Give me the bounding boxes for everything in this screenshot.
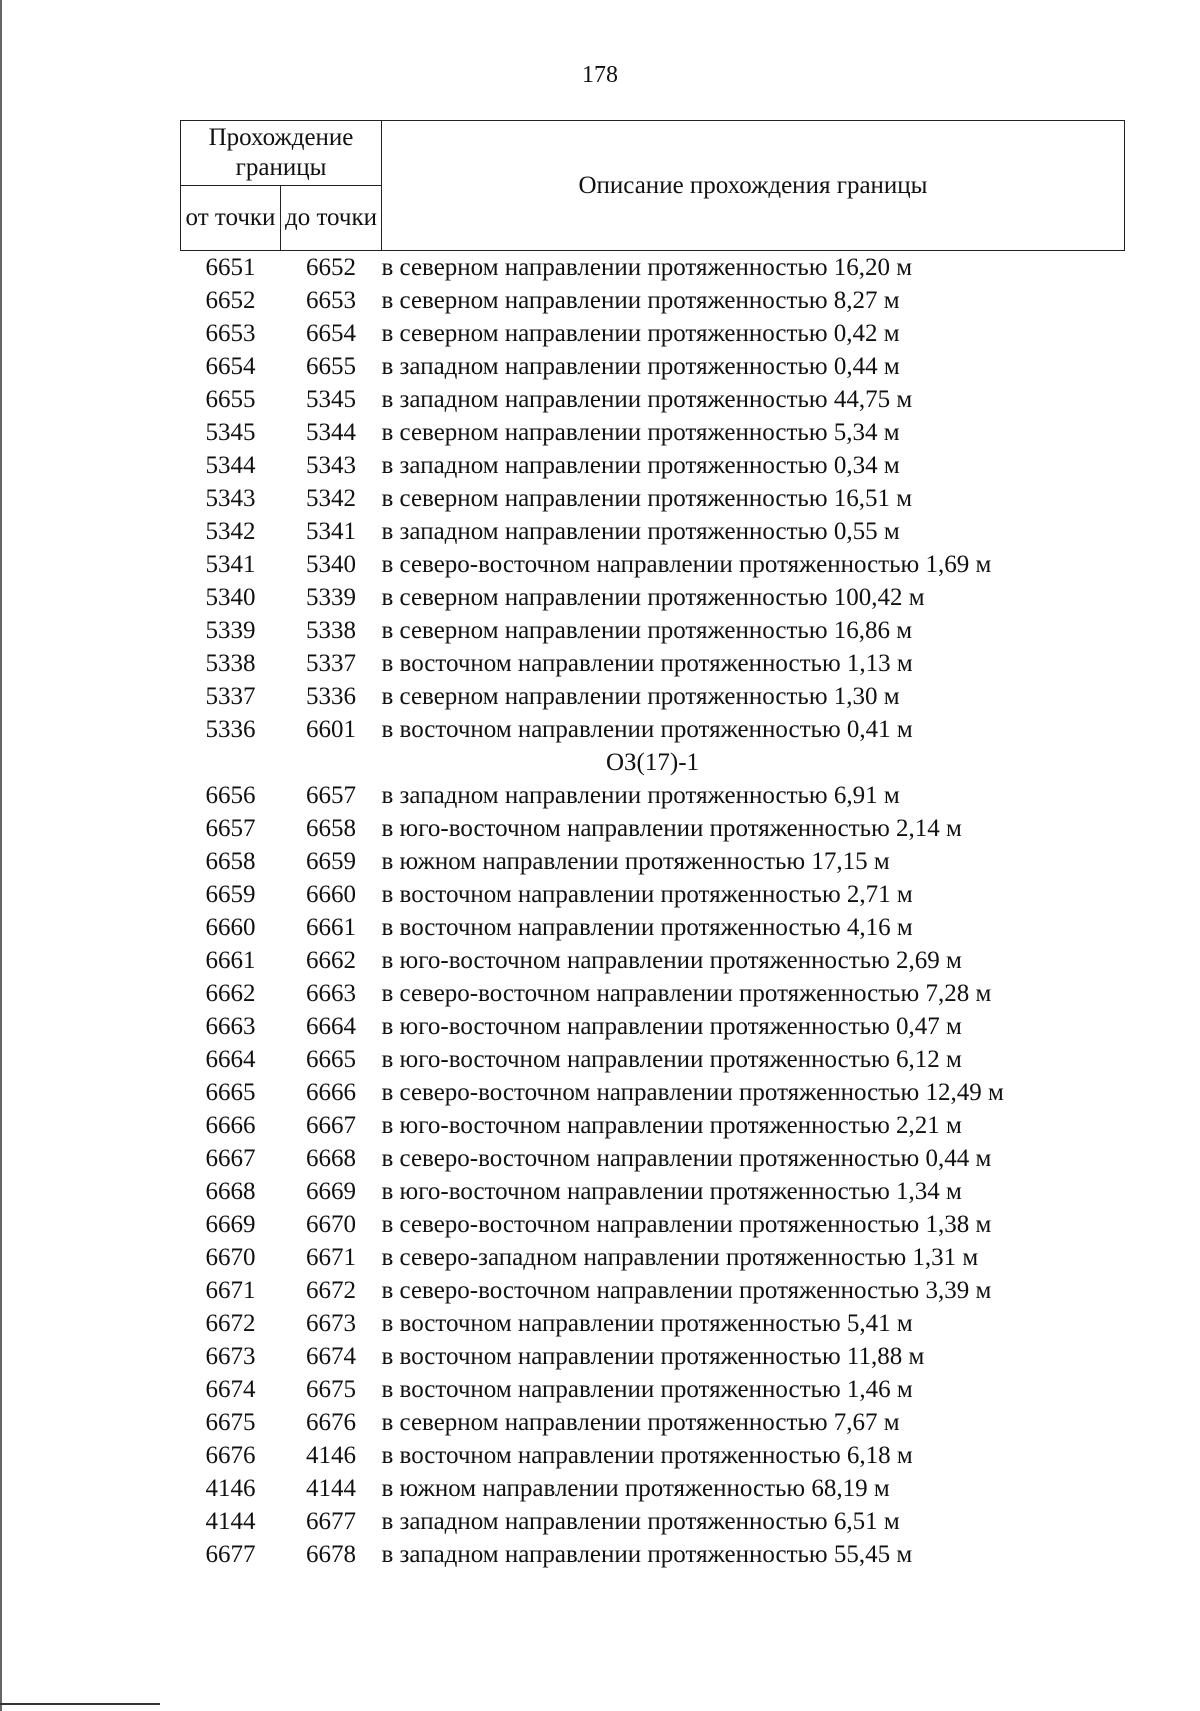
table-row — [181, 1208, 1125, 1241]
description-cell: в западном направлении протяженностью 0,34 м — [381, 452, 900, 479]
description-cell: в южном направлении протяженностью 68,19 м — [381, 1475, 890, 1502]
description-cell: в восточном направлении протяженностью 4,16 м — [381, 914, 913, 941]
table-row — [181, 977, 1125, 1010]
description-cell: в восточном направлении протяженностью 6,18 м — [381, 1442, 913, 1469]
table-row — [181, 1439, 1125, 1472]
table-row — [181, 350, 1125, 383]
table-row — [181, 779, 1125, 812]
from-point-cell: 6658 — [205, 848, 256, 875]
to-point-cell: 6663 — [306, 980, 356, 1007]
boundary-table — [180, 120, 1125, 1571]
from-point-cell: 6655 — [205, 386, 256, 413]
to-point-cell: 6601 — [306, 716, 356, 743]
table-row — [181, 548, 1125, 581]
description-cell: в северо-восточном направлении протяженностью 1,69 м — [381, 551, 992, 578]
description-cell: в юго-восточном направлении протяженностью 6,12 м — [381, 1046, 962, 1073]
to-point-cell: 6667 — [306, 1112, 356, 1139]
description-cell: в восточном направлении протяженностью 0,41 м — [381, 716, 913, 743]
table-row — [181, 1175, 1125, 1208]
from-point-cell: 6672 — [205, 1310, 256, 1337]
header-boundary-passage: Прохождение границы — [181, 121, 382, 186]
table-row — [181, 1340, 1125, 1373]
to-point-cell: 5344 — [306, 419, 356, 446]
table-header — [181, 121, 1125, 251]
table-row — [181, 317, 1125, 350]
from-point-cell: 6653 — [205, 320, 256, 347]
description-cell: в юго-восточном направлении протяженностью 2,21 м — [381, 1112, 962, 1139]
description-cell: в северном направлении протяженностью 100,42 м — [381, 584, 925, 611]
table-row — [181, 878, 1125, 911]
to-point-cell: 6674 — [306, 1343, 356, 1370]
from-point-cell: 6662 — [205, 980, 256, 1007]
header-description: Описание прохождения границы — [382, 121, 1125, 251]
description-cell: в северо-восточном направлении протяженностью 0,44 м — [381, 1145, 992, 1172]
description-cell: в северном направлении протяженностью 7,67 м — [381, 1409, 900, 1436]
from-point-cell: 6669 — [205, 1211, 256, 1238]
table-row — [181, 515, 1125, 548]
from-point-cell: 5343 — [205, 485, 256, 512]
from-point-cell: 5344 — [205, 452, 256, 479]
table-row — [181, 1307, 1125, 1340]
from-point-cell: 6667 — [205, 1145, 256, 1172]
to-point-cell: 5343 — [306, 452, 356, 479]
description-cell: в восточном направлении протяженностью 2,71 м — [381, 881, 913, 908]
from-point-cell: 6668 — [205, 1178, 256, 1205]
table-row — [181, 713, 1125, 746]
table-row — [181, 812, 1125, 845]
to-point-cell: 6655 — [306, 353, 356, 380]
footer-rule — [0, 1703, 160, 1705]
description-cell: в южном направлении протяженностью 17,15 м — [381, 848, 890, 875]
description-cell: в северо-западном направлении протяженностью 1,31 м — [381, 1244, 979, 1271]
from-point-cell: 6659 — [205, 881, 256, 908]
from-point-cell: 6676 — [205, 1442, 256, 1469]
description-cell: в юго-восточном направлении протяженностью 1,34 м — [381, 1178, 962, 1205]
to-point-cell: 6671 — [306, 1244, 356, 1271]
description-cell: в северо-восточном направлении протяженностью 12,49 м — [381, 1079, 1004, 1106]
header-from-point: от точки — [181, 186, 281, 251]
to-point-cell: 4144 — [306, 1475, 356, 1502]
to-point-cell: 6665 — [306, 1046, 356, 1073]
description-cell: в северо-восточном направлении протяженностью 3,39 м — [381, 1277, 992, 1304]
to-point-cell: 6654 — [306, 320, 356, 347]
from-point-cell: 6673 — [205, 1343, 256, 1370]
scan-edge-line — [0, 0, 2, 1711]
table-row — [181, 581, 1125, 614]
to-point-cell: 6670 — [306, 1211, 356, 1238]
table-row — [181, 911, 1125, 944]
to-point-cell: 5336 — [306, 683, 356, 710]
description-cell: в юго-восточном направлении протяженностью 2,69 м — [381, 947, 962, 974]
table-row — [181, 383, 1125, 416]
description-cell: в северо-восточном направлении протяженностью 7,28 м — [381, 980, 992, 1007]
description-cell: в северном направлении протяженностью 8,27 м — [381, 287, 900, 314]
from-point-cell: 6671 — [205, 1277, 256, 1304]
table-row — [181, 449, 1125, 482]
from-point-cell: 5342 — [205, 518, 256, 545]
to-point-cell: 5341 — [306, 518, 356, 545]
from-point-cell: 6675 — [205, 1409, 256, 1436]
to-point-cell: 6659 — [306, 848, 356, 875]
table-row — [181, 647, 1125, 680]
description-cell: в северном направлении протяженностью 16,20 м — [381, 254, 913, 281]
table-row — [181, 845, 1125, 878]
section-title: ОЗ(17)-1 — [605, 749, 700, 776]
table-row — [181, 1538, 1125, 1571]
description-cell: в юго-восточном направлении протяженностью 2,14 м — [381, 815, 962, 842]
from-point-cell: 6656 — [205, 782, 256, 809]
from-point-cell: 6666 — [205, 1112, 256, 1139]
from-point-cell: 4146 — [205, 1475, 256, 1502]
description-cell: в восточном направлении протяженностью 1,13 м — [381, 650, 913, 677]
to-point-cell: 6652 — [306, 254, 356, 281]
from-point-cell: 5340 — [205, 584, 256, 611]
to-point-cell: 6661 — [306, 914, 356, 941]
table-row — [181, 680, 1125, 713]
to-point-cell: 6666 — [306, 1079, 356, 1106]
description-cell: в северном направлении протяженностью 16,86 м — [381, 617, 913, 644]
from-point-cell: 6657 — [205, 815, 256, 842]
table-row — [181, 284, 1125, 317]
description-cell: в восточном направлении протяженностью 1,46 м — [381, 1376, 913, 1403]
to-point-cell: 5337 — [306, 650, 356, 677]
header-to-point: до точки — [281, 186, 382, 251]
table-row — [181, 614, 1125, 647]
from-point-cell: 6651 — [205, 254, 256, 281]
description-cell: в западном направлении протяженностью 0,55 м — [381, 518, 900, 545]
from-point-cell: 6661 — [205, 947, 256, 974]
from-point-cell: 6677 — [205, 1541, 256, 1568]
from-point-cell: 6660 — [205, 914, 256, 941]
to-point-cell: 5338 — [306, 617, 356, 644]
table-row — [181, 1010, 1125, 1043]
to-point-cell: 5339 — [306, 584, 356, 611]
page-number: 178 — [582, 62, 618, 88]
description-cell: в восточном направлении протяженностью 5,41 м — [381, 1310, 913, 1337]
from-point-cell: 6665 — [205, 1079, 256, 1106]
description-cell: в западном направлении протяженностью 0,44 м — [381, 353, 900, 380]
from-point-cell: 6664 — [205, 1046, 256, 1073]
description-cell: в северо-восточном направлении протяженностью 1,38 м — [381, 1211, 992, 1238]
from-point-cell: 6674 — [205, 1376, 256, 1403]
to-point-cell: 6673 — [306, 1310, 356, 1337]
description-cell: в западном направлении протяженностью 6,51 м — [381, 1508, 900, 1535]
table-row — [181, 1241, 1125, 1274]
table-row — [181, 1472, 1125, 1505]
table-row — [181, 944, 1125, 977]
to-point-cell: 6664 — [306, 1013, 356, 1040]
to-point-cell: 6675 — [306, 1376, 356, 1403]
table-row — [181, 1274, 1125, 1307]
to-point-cell: 5342 — [306, 485, 356, 512]
to-point-cell: 6672 — [306, 1277, 356, 1304]
to-point-cell: 6668 — [306, 1145, 356, 1172]
from-point-cell: 6663 — [205, 1013, 256, 1040]
to-point-cell: 6653 — [306, 287, 356, 314]
to-point-cell: 5345 — [306, 386, 356, 413]
from-point-cell: 5341 — [205, 551, 256, 578]
table-row — [181, 1076, 1125, 1109]
to-point-cell: 5340 — [306, 551, 356, 578]
from-point-cell: 6652 — [205, 287, 256, 314]
to-point-cell: 6658 — [306, 815, 356, 842]
from-point-cell: 5339 — [205, 617, 256, 644]
table-row — [181, 1142, 1125, 1175]
from-point-cell: 5337 — [205, 683, 256, 710]
description-cell: в западном направлении протяженностью 6,91 м — [381, 782, 900, 809]
description-cell: в северном направлении протяженностью 16,51 м — [381, 485, 913, 512]
table-row — [181, 416, 1125, 449]
table-row — [181, 251, 1125, 285]
to-point-cell: 6660 — [306, 881, 356, 908]
description-cell: в юго-восточном направлении протяженностью 0,47 м — [381, 1013, 962, 1040]
table-row — [181, 1043, 1125, 1076]
to-point-cell: 6657 — [306, 782, 356, 809]
section-row — [181, 746, 1125, 779]
table-body — [181, 251, 1125, 1572]
description-cell: в западном направлении протяженностью 55,45 м — [381, 1541, 913, 1568]
from-point-cell: 6670 — [205, 1244, 256, 1271]
description-cell: в восточном направлении протяженностью 11,88 м — [381, 1343, 925, 1370]
to-point-cell: 6677 — [306, 1508, 356, 1535]
table-row — [181, 1406, 1125, 1439]
to-point-cell: 6669 — [306, 1178, 356, 1205]
to-point-cell: 6678 — [306, 1541, 356, 1568]
from-point-cell: 4144 — [205, 1508, 256, 1535]
description-cell: в северном направлении протяженностью 0,42 м — [381, 320, 900, 347]
table-row — [181, 1373, 1125, 1406]
to-point-cell: 6662 — [306, 947, 356, 974]
table-row — [181, 1505, 1125, 1538]
from-point-cell: 6654 — [205, 353, 256, 380]
to-point-cell: 6676 — [306, 1409, 356, 1436]
description-cell: в северном направлении протяженностью 1,30 м — [381, 683, 900, 710]
description-cell: в западном направлении протяженностью 44,75 м — [381, 386, 913, 413]
table-row — [181, 482, 1125, 515]
to-point-cell: 4146 — [306, 1442, 356, 1469]
from-point-cell: 5336 — [205, 716, 256, 743]
description-cell: в северном направлении протяженностью 5,34 м — [381, 419, 900, 446]
from-point-cell: 5345 — [205, 419, 256, 446]
table-row — [181, 1109, 1125, 1142]
from-point-cell: 5338 — [205, 650, 256, 677]
